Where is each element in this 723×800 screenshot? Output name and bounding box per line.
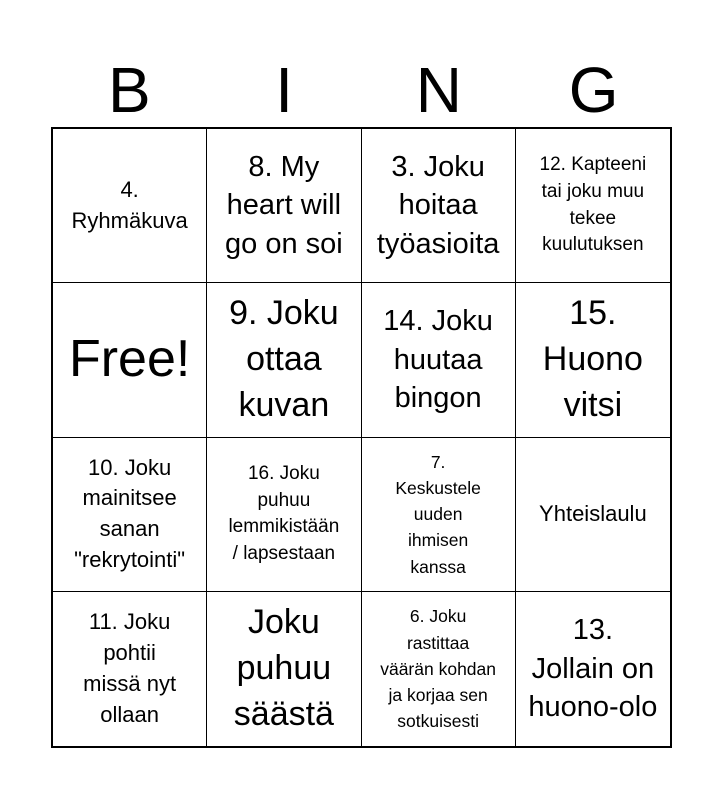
bingo-cell[interactable] bbox=[516, 129, 670, 283]
bingo-cell[interactable] bbox=[516, 438, 670, 592]
bingo-cell-free[interactable] bbox=[53, 283, 207, 437]
bingo-header bbox=[52, 52, 671, 128]
bingo-cell[interactable] bbox=[53, 129, 207, 283]
bingo-cell[interactable] bbox=[362, 592, 516, 746]
header-letter-i: I bbox=[275, 54, 294, 126]
cell-text: 6. Joku rastittaa väärän kohdan ja korjaa sen sotkuisesti bbox=[380, 606, 497, 732]
bingo-cell[interactable] bbox=[362, 129, 516, 283]
cell-text: 4. Ryhmäkuva bbox=[71, 176, 188, 233]
cell-text: 9. Joku ottaa kuvan bbox=[229, 294, 339, 424]
cell-text: 3. Joku hoitaa työasioita bbox=[376, 151, 500, 260]
bingo-cell[interactable] bbox=[53, 438, 207, 592]
bingo-cell[interactable] bbox=[362, 283, 516, 437]
cell-text: 8. My heart will go on soi bbox=[225, 151, 343, 260]
bingo-cell[interactable] bbox=[516, 283, 670, 437]
cell-text: 10. Joku mainitsee sanan "rekrytointi" bbox=[74, 454, 186, 572]
header-letter-n: N bbox=[415, 54, 462, 126]
cell-text: 13. Jollain on huono-olo bbox=[528, 614, 658, 723]
cell-text: Free! bbox=[68, 329, 191, 388]
cell-text: 12. Kapteeni tai joku muu tekee kuulutuksen bbox=[539, 154, 647, 256]
bingo-cell[interactable] bbox=[207, 438, 361, 592]
cell-text: 15. Huono vitsi bbox=[542, 294, 643, 424]
cell-text: 7. Keskustele uuden ihmisen kanssa bbox=[395, 451, 481, 577]
bingo-cell[interactable] bbox=[207, 129, 361, 283]
cell-text: 14. Joku huutaa bingon bbox=[383, 305, 493, 414]
cell-text: Joku puhuu säästä bbox=[233, 603, 334, 733]
bingo-board bbox=[51, 127, 672, 748]
cell-text: 16. Joku puhuu lemmikistään / lapsestaan bbox=[228, 462, 340, 564]
bingo-cell[interactable] bbox=[207, 283, 361, 437]
bingo-cell[interactable] bbox=[207, 592, 361, 746]
bingo-cell[interactable] bbox=[516, 592, 670, 746]
bingo-cell[interactable] bbox=[53, 592, 207, 746]
cell-text: Yhteislaulu bbox=[539, 500, 647, 526]
header-letter-b: B bbox=[108, 54, 151, 126]
bingo-cell[interactable] bbox=[362, 438, 516, 592]
cell-text: 11. Joku pohtii missä nyt ollaan bbox=[83, 609, 177, 727]
header-letter-g: G bbox=[568, 54, 619, 126]
